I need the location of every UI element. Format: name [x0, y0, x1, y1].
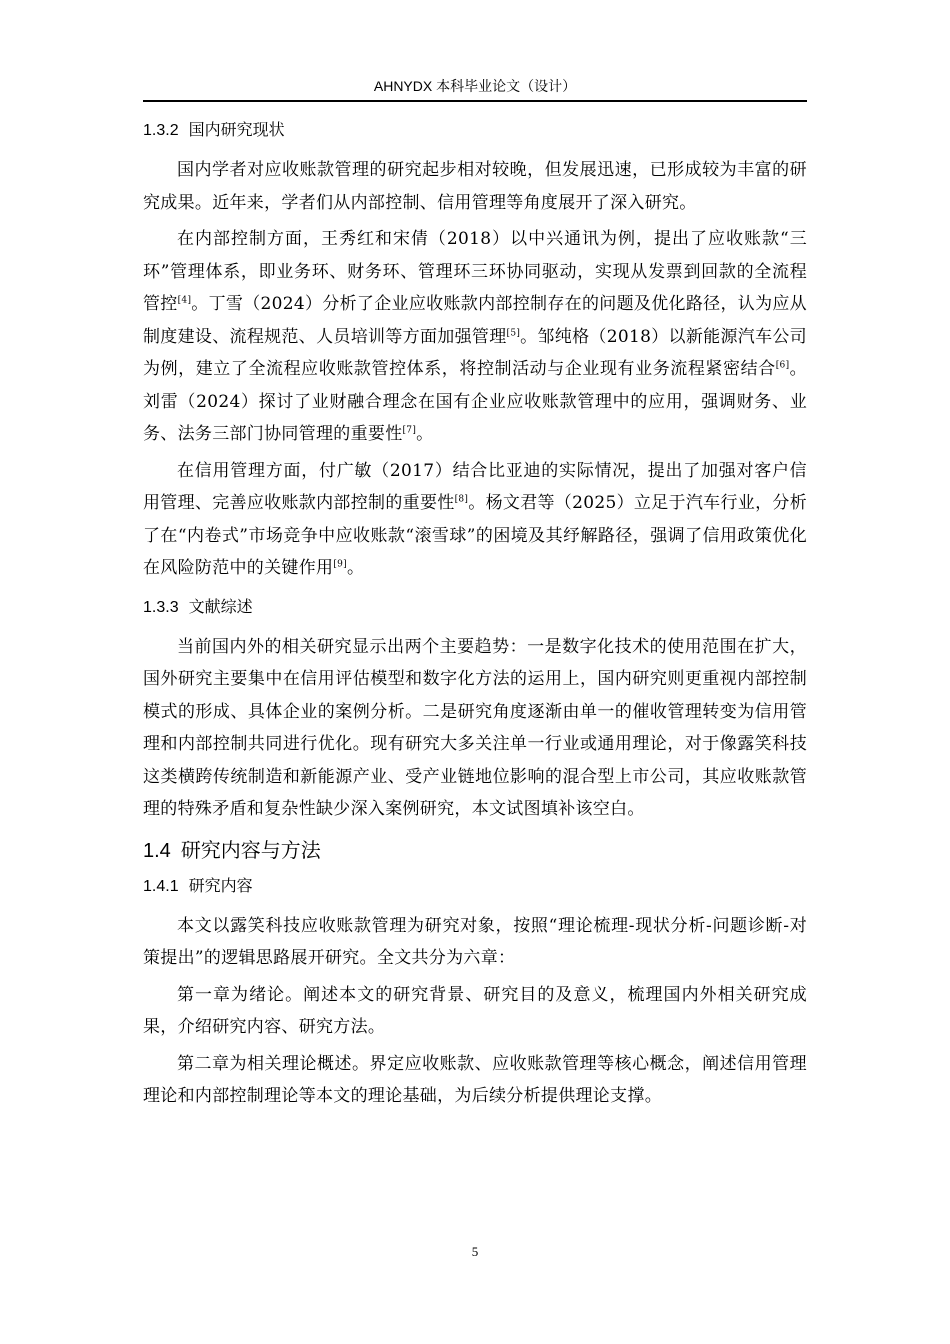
paragraph-research-content: 本文以露笑科技应收账款管理为研究对象，按照“理论梳理-现状分析-问题诊断-对策提出”的逻辑思路展开研究。全文共分为六章：	[143, 915, 807, 968]
heading-title: 文献综述	[188, 598, 253, 616]
paragraph-chapter-one: 第一章为绪论。阐述本文的研究背景、研究目的及意义，梳理国内外相关研究成果，介绍研究内容、研究方法。	[143, 984, 807, 1037]
heading-title: 国内研究现状	[188, 122, 285, 139]
text-run: 。	[416, 424, 434, 444]
citation: [7]	[402, 425, 417, 436]
citation: [9]	[333, 559, 347, 570]
heading-number: 1.3.3	[143, 598, 179, 616]
text-run: 在内部控制方面，王秀红和宋倩（2018）以中兴通讯为例，提出了应收账款“三环”管理体系，即业务环、财务环、管理环三环协同驱动，实现从发票到回款的全流程管控	[143, 229, 807, 314]
paragraph-credit-management	[143, 455, 807, 585]
paragraph-internal-control	[143, 223, 807, 451]
text-run: 。刘雷（2024）探讨了业财融合理念在国有企业应收账款管理中的应用，强调财务、业务、法务三部门协同管理的重要性	[143, 359, 807, 444]
paragraph-domestic-intro: 国内学者对应收账款管理的研究起步相对较晚，但发展迅速，已形成较为丰富的研究成果。近年来，学者们从内部控制、信用管理等角度展开了深入研究。	[143, 160, 807, 213]
header-rule	[143, 100, 807, 102]
text-run: 。杨文君等（2025）立足于汽车行业，分析了在“内卷式”市场竞争中应收账款“滚雪球”的困境及其纾解路径，强调了信用政策优化在风险防范中的关键作用	[143, 493, 807, 578]
heading-1-3-3	[143, 595, 807, 621]
page-body	[143, 114, 807, 1117]
heading-title: 研究内容与方法	[180, 839, 321, 862]
citation: [4]	[177, 295, 192, 306]
heading-1-3-2	[143, 118, 807, 144]
paragraph-literature-review: 当前国内外的相关研究显示出两个主要趋势：一是数字化技术的使用范围在扩大，国外研究主要集中在信用评估模型和数字化方法的运用上，国内研究则更重视内部控制模式的形成、具体企业的案例分析。二是研究角度逐渐由单一的催收管理转变为信用管理和内部控制共同进行优化。现有研究大多关注单一行业或通用理论，对于像露笑科技这类横跨传统制造和新能源产业、受产业链地位影响的混合型上市公司，其应收账款管理的特殊矛盾和复杂性缺少深入案例研究，本文试图填补该空白。	[143, 636, 807, 819]
page-number: 5	[471, 1244, 479, 1259]
heading-number: 1.3.2	[143, 122, 179, 139]
citation: [8]	[454, 494, 469, 505]
citation: [6]	[775, 360, 790, 371]
running-header: AHNYDX 本科毕业论文（设计）	[373, 78, 577, 94]
text-run: 。	[346, 558, 365, 578]
heading-number: 1.4	[143, 839, 171, 862]
citation: [5]	[506, 327, 521, 338]
heading-1-4-1	[143, 874, 807, 900]
heading-1-4	[143, 836, 807, 866]
text-run: 。邹纯格（2018）以新能源汽车公司为例，建立了全流程应收账款管控体系，将控制活动与企业现有业务流程紧密结合	[143, 326, 807, 379]
paragraph-chapter-two: 第二章为相关理论概述。界定应收账款、应收账款管理等核心概念，阐述信用管理理论和内部控制理论等本文的理论基础，为后续分析提供理论支撑。	[143, 1053, 807, 1106]
text-run: 。丁雪（2024）分析了企业应收账款内部控制存在的问题及优化路径，认为应从制度建设、流程规范、人员培训等方面加强管理	[143, 294, 807, 347]
text-run: 在信用管理方面，付广敏（2017）结合比亚迪的实际情况，提出了加强对客户信用管理、完善应收账款内部控制的重要性	[143, 460, 807, 513]
heading-title: 研究内容	[188, 877, 253, 895]
heading-number: 1.4.1	[143, 877, 179, 895]
